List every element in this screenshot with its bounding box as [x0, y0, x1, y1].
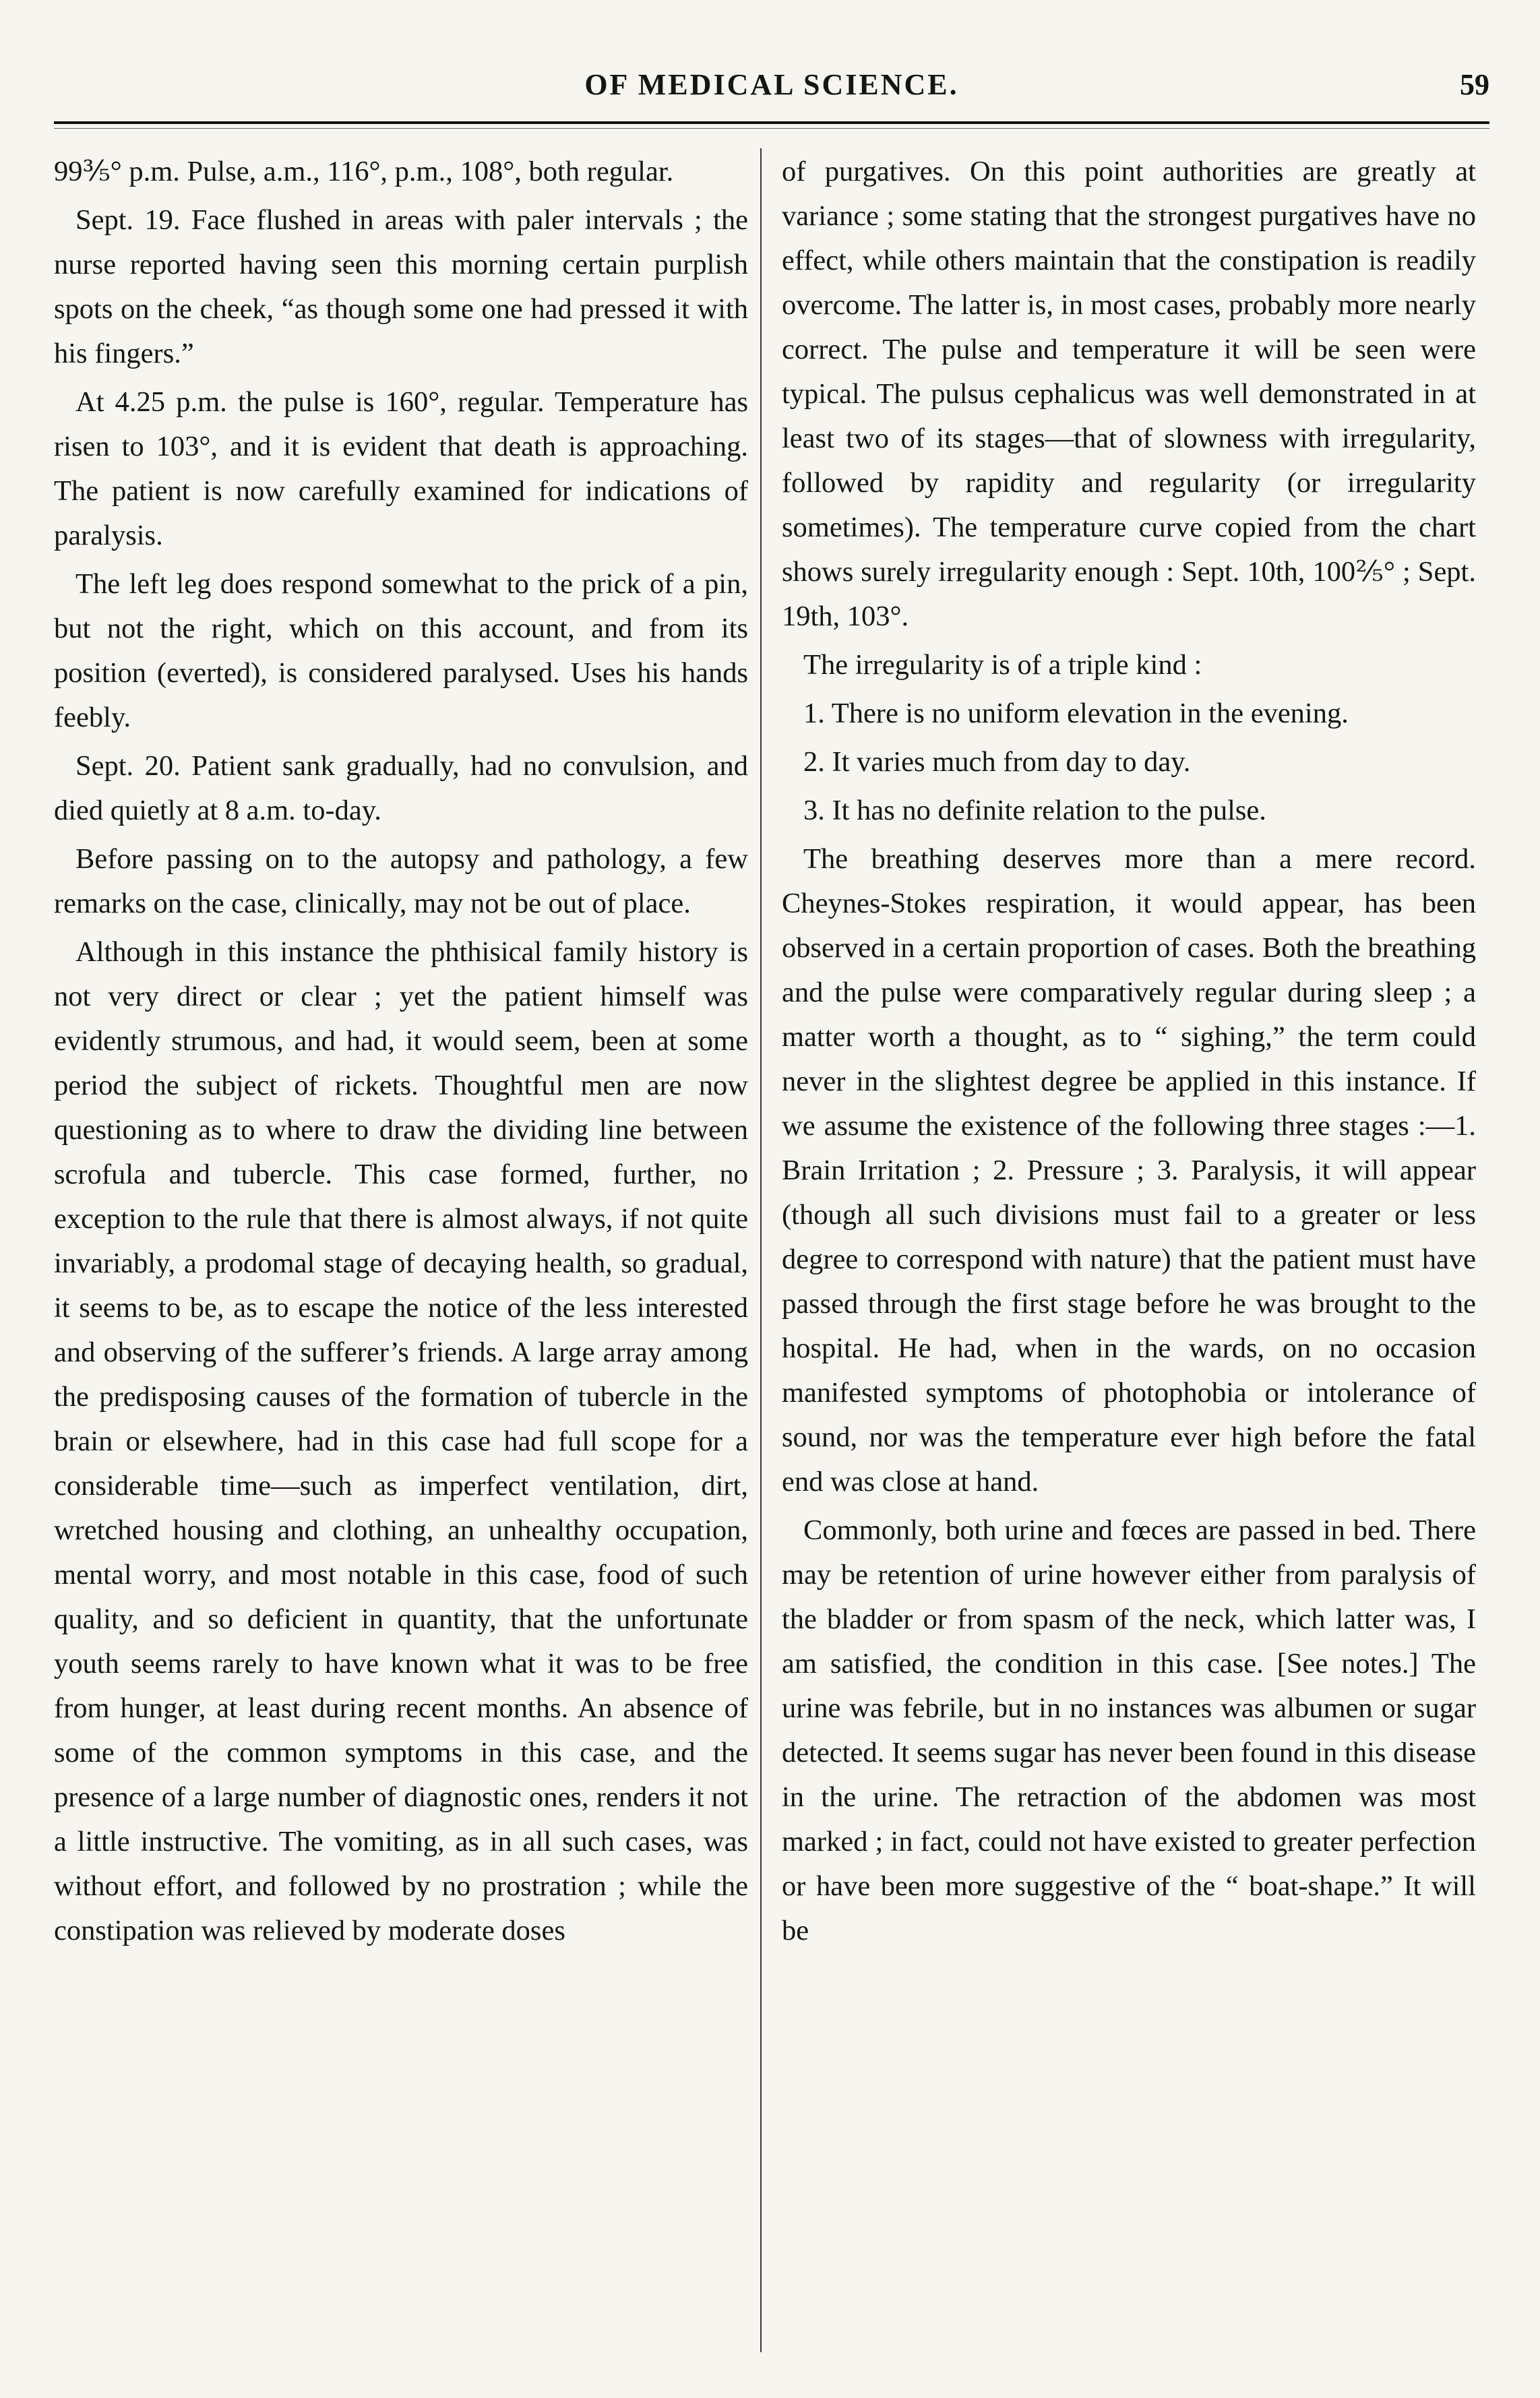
list-item: 2. It varies much from day to day. [803, 746, 1191, 778]
column-divider [760, 148, 762, 2352]
paragraph: The breathing deserves more than a mere record. Cheynes-Stokes respiration, it would appear, has been observed in a certain proportion of cases. Both the breathing and the pulse were comparatively regular during sleep ; a matter worth a thought, as to “ sighing,” the term could never in the slightest degree be applied in this instance. If we assume the existence of the following three stages :—1. Brain Irritation ; 2. Pressure ; 3. Paralysis, it will appear (though all such divisions must fail to a greater or less degree to correspond with nature) that the patient must have passed through the first stage before he was brought to the hospital. He had, when in the wards, on no occasion manifested symptoms of photophobia or intolerance of sound, nor was the temperature ever high before the fatal end was close at hand. [782, 843, 1476, 1498]
paragraph: of purgatives. On this point authorities are greatly at variance ; some stating that the strongest purgatives have no effect, while others maintain that the constipation is readily overcome. The latter is, in most cases, probably more nearly correct. The pulse and temperature it will be seen were typical. The pulsus cephalicus was well demonstrated in at least two of its stages—that of slowness with irregularity, followed by rapidity and regularity (or irregularity sometimes). The temperature curve copied from the chart shows surely irregularity enough : Sept. 10th, 100⅖° ; Sept. 19th, 103°. [782, 156, 1476, 632]
running-title: OF MEDICAL SCIENCE. [584, 68, 959, 101]
list-item: 3. It has no definite relation to the pulse. [803, 795, 1266, 826]
paragraph: 99⅗° p.m. Pulse, a.m., 116°, p.m., 108°, both regular. [54, 156, 674, 187]
header-rule [54, 121, 1489, 124]
page-number: 59 [1460, 68, 1489, 101]
right-column [782, 150, 1476, 2354]
running-head [54, 65, 1489, 112]
list-item: 1. There is no uniform elevation in the evening. [803, 698, 1349, 729]
header-rule-thin [54, 128, 1489, 129]
left-column [54, 150, 748, 2354]
paragraph: The irregularity is of a triple kind : [803, 649, 1202, 681]
paragraph: Commonly, both urine and fœces are passed in bed. There may be retention of urine however either from paralysis of the bladder or from spasm of the neck, which latter was, I am satisfied, the condition in this case. [See notes.] The urine was febrile, but in no instances was albumen or sugar detected. It seems sugar has never been found in this disease in the urine. The retraction of the abdomen was most marked ; in fact, could not have existed to greater perfection or have been more suggestive of the “ boat-shape.” It will be [782, 1514, 1476, 1946]
paragraph: Before passing on to the autopsy and pathology, a few remarks on the case, clinically, may not be out of place. [54, 843, 748, 919]
paragraph: At 4.25 p.m. the pulse is 160°, regular. Temperature has risen to 103°, and it is evident that death is approaching. The patient is now carefully examined for indications of paralysis. [54, 386, 748, 551]
paragraph: Sept. 19. Face flushed in areas with paler intervals ; the nurse reported having seen this morning certain purplish spots on the cheek, “as though some one had pressed it with his fingers.” [54, 204, 748, 369]
paragraph: The left leg does respond somewhat to the prick of a pin, but not the right, which on this account, and from its position (everted), is considered paralysed. Uses his hands feebly. [54, 568, 748, 733]
paragraph: Although in this instance the phthisical family history is not very direct or clear ; yet the patient himself was evidently strumous, and had, it would seem, been at some period the subject of rickets. Thoughtful men are now questioning as to where to draw the dividing line between scrofula and tubercle. This case formed, further, no exception to the rule that there is almost always, if not quite invariably, a prodomal stage of decaying health, so gradual, it seems to be, as to escape the notice of the less interested and observing of the sufferer’s friends. A large array among the predisposing causes of the formation of tubercle in the brain or elsewhere, had in this case had full scope for a considerable time—such as imperfect ventilation, dirt, wretched housing and clothing, an unhealthy occupation, mental worry, and most notable in this case, food of such quality, and so deficient in quantity, that the unfortunate youth seems rarely to have known what it was to be free from hunger, at least during recent months. An absence of some of the common symptoms in this case, and the presence of a large number of diagnostic ones, renders it not a little instructive. The vomiting, as in all such cases, was without effort, and followed by no prostration ; while the constipation was relieved by moderate doses [54, 936, 748, 1946]
paragraph: Sept. 20. Patient sank gradually, had no convulsion, and died quietly at 8 a.m. to-day. [54, 750, 748, 826]
